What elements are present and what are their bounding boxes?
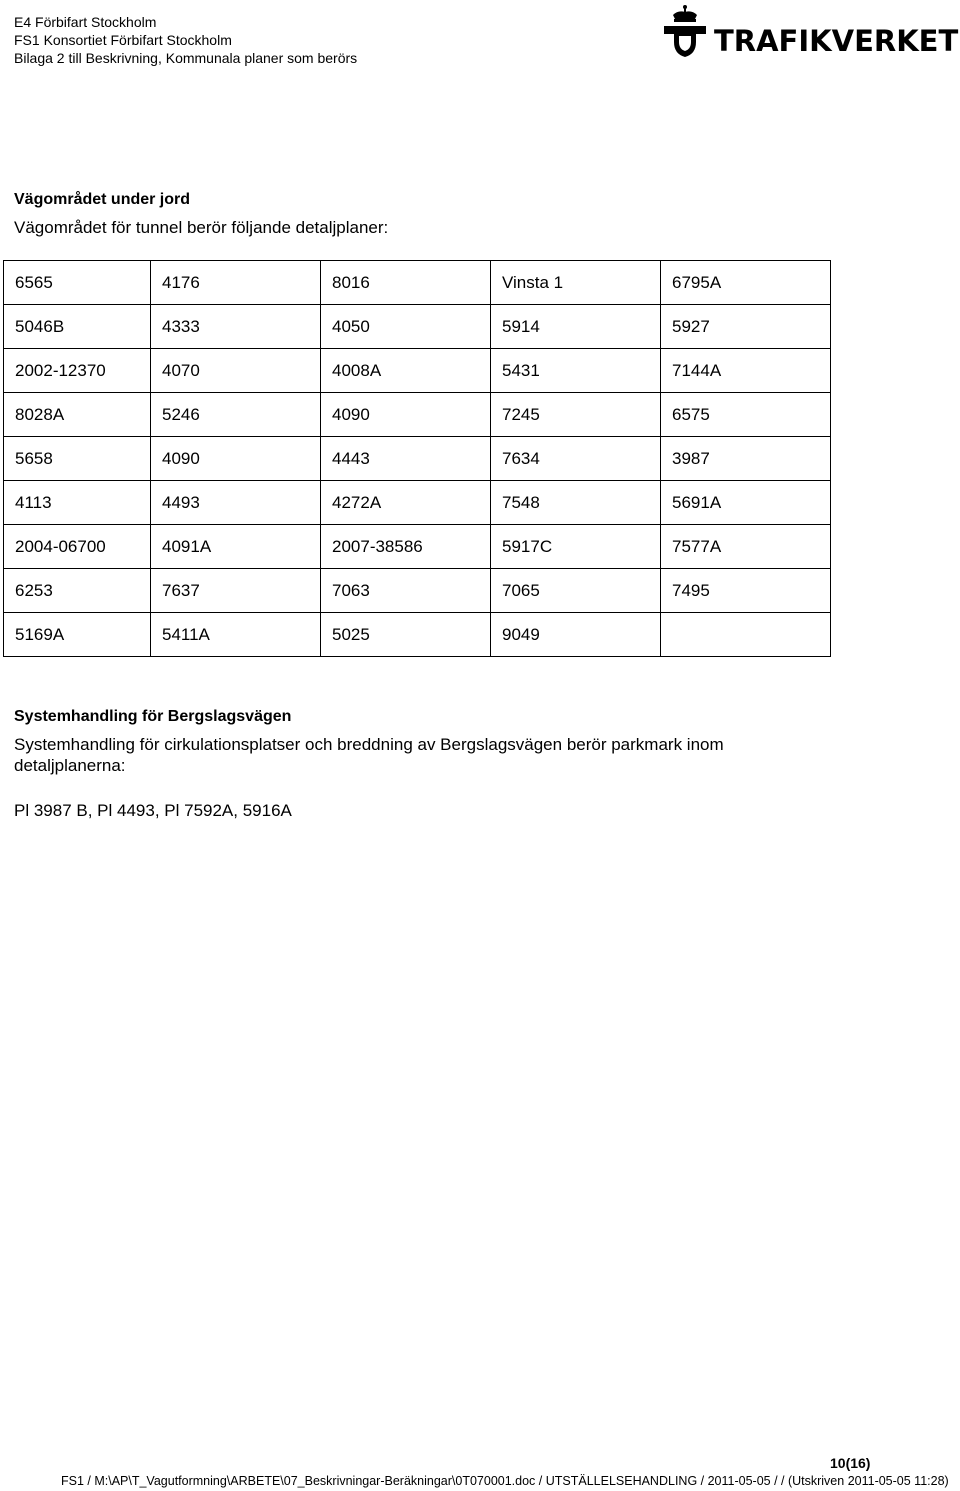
table-cell: 5169A xyxy=(4,613,151,657)
table-cell: 9049 xyxy=(491,613,661,657)
table-cell: 8028A xyxy=(4,393,151,437)
table-cell: 4091A xyxy=(151,525,321,569)
table-cell: 2007-38586 xyxy=(321,525,491,569)
table-row xyxy=(4,569,831,613)
footer-file-path: FS1 / M:\AP\T_Vagutformning\ARBETE\07_Beskrivningar-Beräkningar\0T070001.doc / UTSTÄLLELSEHANDLING / 2011-05-05 / / (Utskriven 2011-05-05 11:28) xyxy=(61,1474,949,1488)
table-row xyxy=(4,349,831,393)
table-cell: 4070 xyxy=(151,349,321,393)
document-header xyxy=(14,13,357,67)
table-cell: 5046B xyxy=(4,305,151,349)
table-cell: 5691A xyxy=(661,481,831,525)
table-cell: 4113 xyxy=(4,481,151,525)
header-attachment: Bilaga 2 till Beskrivning, Kommunala planer som berörs xyxy=(14,50,358,66)
table-cell: 7634 xyxy=(491,437,661,481)
header-project: E4 Förbifart Stockholm xyxy=(14,14,157,30)
table-cell: 2002-12370 xyxy=(4,349,151,393)
table-cell: 3987 xyxy=(661,437,831,481)
table-cell: 4333 xyxy=(151,305,321,349)
logo-wordmark: TRAFIKVERKET xyxy=(714,24,959,58)
table-cell xyxy=(661,613,831,657)
table-cell: 2004-06700 xyxy=(4,525,151,569)
table-row xyxy=(4,305,831,349)
table-row xyxy=(4,261,831,305)
table-cell: 5914 xyxy=(491,305,661,349)
table-cell: 4008A xyxy=(321,349,491,393)
table-cell: 7495 xyxy=(661,569,831,613)
table-row xyxy=(4,393,831,437)
plan-references: Pl 3987 B, Pl 4493, Pl 7592A, 5916A xyxy=(14,801,292,820)
table-cell: 4090 xyxy=(321,393,491,437)
table-cell: 5246 xyxy=(151,393,321,437)
table-cell: 7637 xyxy=(151,569,321,613)
table-cell: 8016 xyxy=(321,261,491,305)
table-row xyxy=(4,437,831,481)
table-cell: 4493 xyxy=(151,481,321,525)
table-cell: 4443 xyxy=(321,437,491,481)
table-cell: 6253 xyxy=(4,569,151,613)
table-cell: 5658 xyxy=(4,437,151,481)
table-cell: 4050 xyxy=(321,305,491,349)
table-cell: 6575 xyxy=(661,393,831,437)
detail-plans-table xyxy=(3,260,831,657)
table-cell: 4272A xyxy=(321,481,491,525)
table-cell: 5411A xyxy=(151,613,321,657)
table-cell: 5927 xyxy=(661,305,831,349)
table-cell: 5431 xyxy=(491,349,661,393)
section-intro-tunnel: Vägområdet för tunnel berör följande detaljplaner: xyxy=(14,218,389,237)
table-row xyxy=(4,613,831,657)
table-cell: 5025 xyxy=(321,613,491,657)
table-cell: 4176 xyxy=(151,261,321,305)
section-body-line1: Systemhandling för cirkulationsplatser och breddning av Bergslagsvägen berör parkmark inom xyxy=(14,735,724,754)
table-cell: 7577A xyxy=(661,525,831,569)
trafikverket-logo xyxy=(660,4,959,58)
header-consortium: FS1 Konsortiet Förbifart Stockholm xyxy=(14,32,232,48)
table-cell: 6565 xyxy=(4,261,151,305)
table-cell: 7144A xyxy=(661,349,831,393)
section-heading-bergslagsvagen: Systemhandling för Bergslagsvägen xyxy=(14,708,292,725)
table-cell: 5917C xyxy=(491,525,661,569)
table-cell: 4090 xyxy=(151,437,321,481)
table-cell: Vinsta 1 xyxy=(491,261,661,305)
section-body-line2: detaljplanerna: xyxy=(14,756,126,775)
table-cell: 7548 xyxy=(491,481,661,525)
table-cell: 7063 xyxy=(321,569,491,613)
crown-emblem-icon xyxy=(660,4,710,58)
table-cell: 7065 xyxy=(491,569,661,613)
section-heading-underground: Vägområdet under jord xyxy=(14,191,191,208)
table-row xyxy=(4,525,831,569)
table-row xyxy=(4,481,831,525)
table-cell: 7245 xyxy=(491,393,661,437)
table-cell: 6795A xyxy=(661,261,831,305)
page-number: 10(16) xyxy=(830,1455,871,1471)
